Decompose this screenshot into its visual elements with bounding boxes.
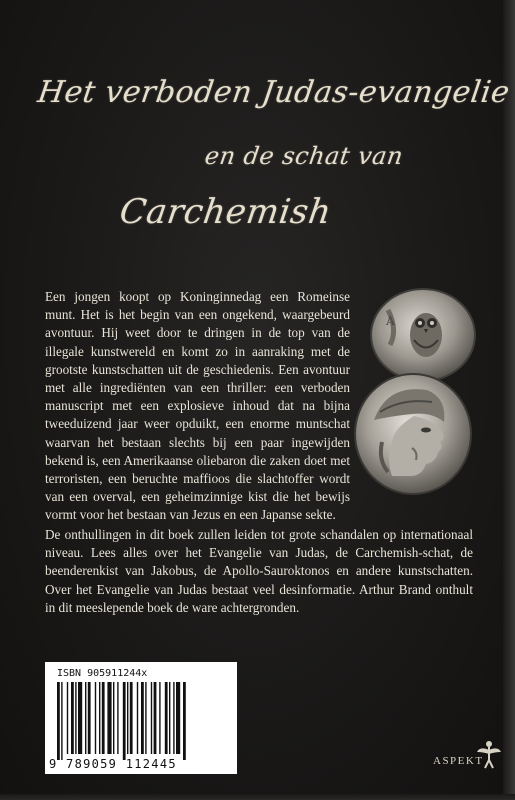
blurb-paragraph-1: Een jongen koopt op Koninginnedag een Romeinse munt. Het is het begin van een ongekend, waargebeurd avontuur. Hij weet door te dringen in de top van de illegale kunstwereld en komt zo in aanraking met de grootste kunstschatten uit de geschiedenis. Een avontuur met alle ingrediënten van een thriller: een verboden manuscript met een explosieve inhoud dat na bijna tweeduizend jaar weer opduikt, een enorme muntschat waarvan het bestaan slechts bij een paar ingewijden bekend is, een Amerikaanse oliebaron die zaken doet met terroristen, een beruchte maffioos die slachtoffer wordt van een overval, een geheimzinnige kist die het bewijs vormt voor het bestaan van Jezus en een Japanse sekte. — [45, 289, 350, 523]
isbn-label: ISBN 905911244x — [57, 668, 148, 679]
ean-digits: 9 789059 112445 — [49, 757, 177, 771]
athena-coin-icon — [352, 372, 474, 496]
winged-figure-logo-icon — [476, 738, 502, 770]
spine-edge — [503, 0, 515, 800]
title-line-1: Het verboden Judas-evangelie — [35, 75, 512, 110]
owl-coin-icon — [368, 285, 478, 385]
blurb-paragraph-2: De onthullingen in dit boek zullen leiden tot grote schandalen op internationaal niveau. Lees alles over het Evangelie van Judas, de Carchemish-schat, de beenderenkist van Jakobus, de Apollo-Sauroktonos en andere kunstschatten. Over het Evangelie van Judas bestaat veel desinformatie. Arthur Brand onthult in dit meeslepende boek de ware achtergronden. — [45, 527, 473, 615]
bottom-edge — [0, 794, 515, 800]
svg-text:A: A — [386, 314, 395, 328]
title-line-3: Carchemish — [117, 192, 334, 232]
title-line-2: en de schat van — [203, 142, 406, 170]
publisher-name: ASPEKT — [433, 755, 484, 767]
barcode — [45, 662, 237, 774]
